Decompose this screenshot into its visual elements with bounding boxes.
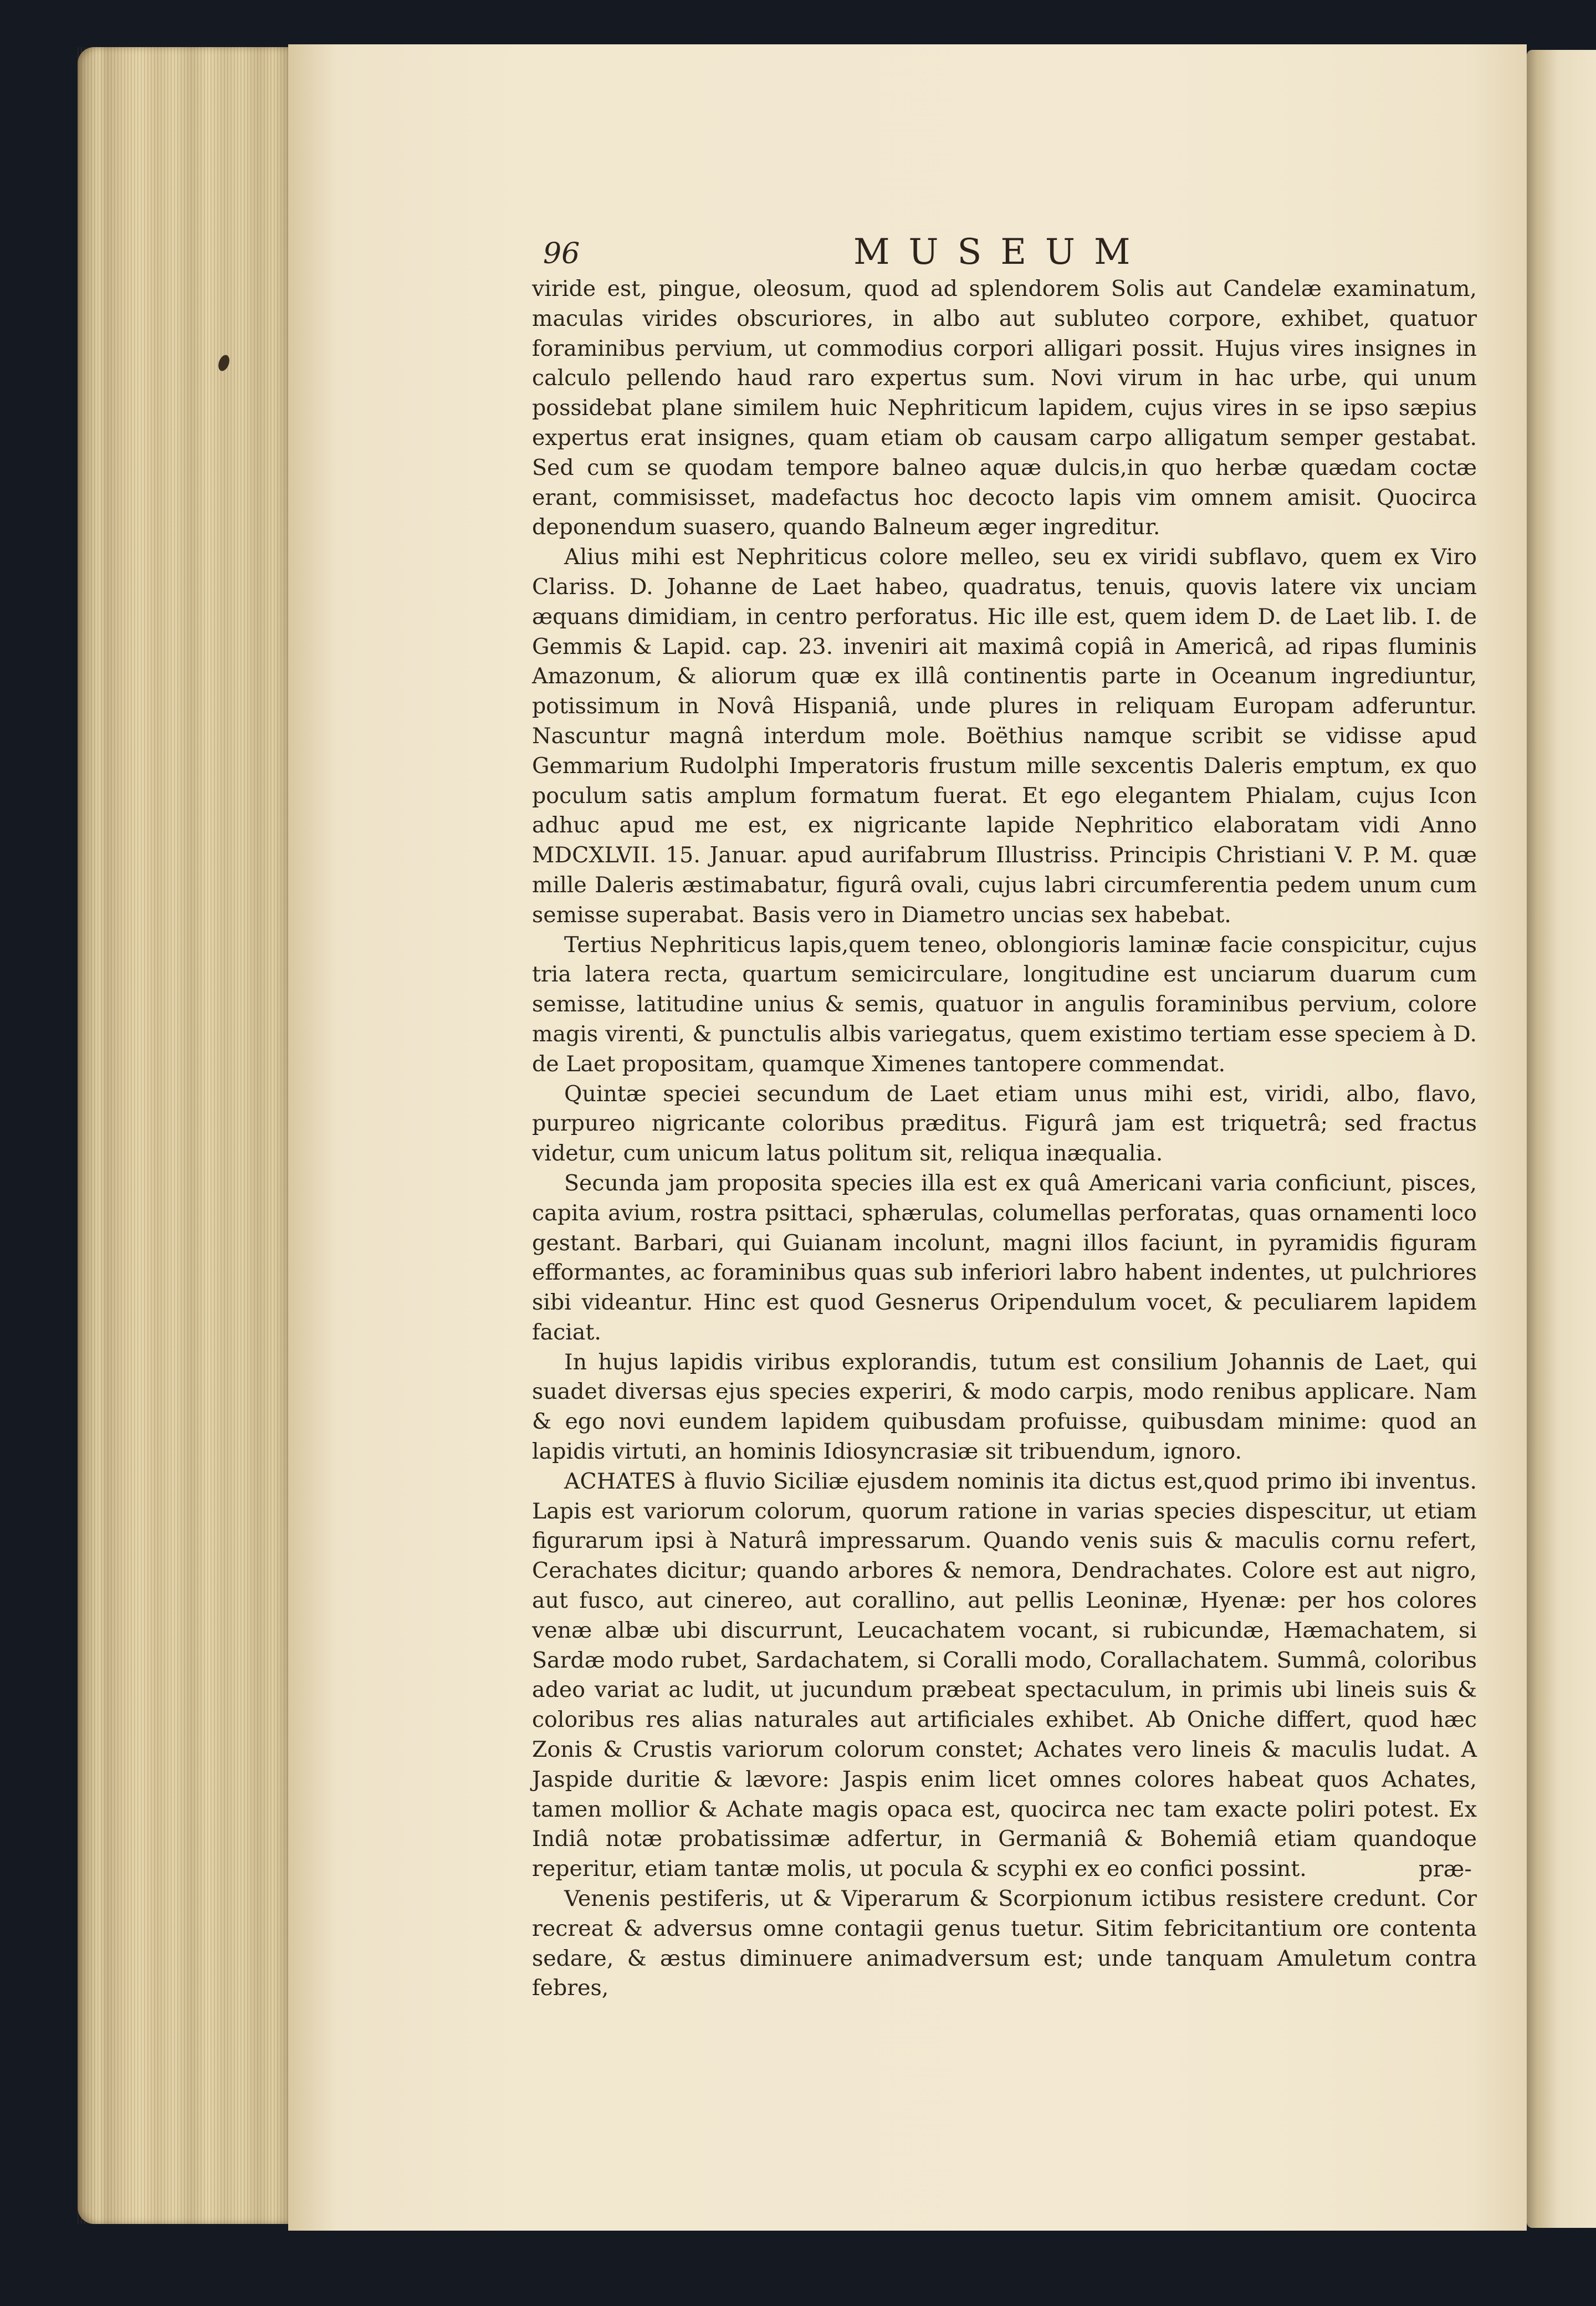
paragraph-7: ACHATES à fluvio Siciliæ ejusdem nominis ita dictus est,quod primo ibi inventus. Lapis est variorum colorum, quorum ratione in varias species dispescitur, ut etiam figurarum ipsi à Naturâ impressarum. Quando venis suis & maculis cornu refert, Cerachates dicitur; quando arbores & nemora, Dendrachates. Colore est aut nigro, aut fusco, aut cinereo, aut corallino, aut pellis Leoninæ, Hyenæ: per hos colores venæ albæ ubi discurrunt, Leucachatem vocant, si rubicundæ, Hæmachatem, si Sardæ modo rubet, Sardachatem, si Coralli modo, Corallachatem. Summâ, coloribus adeo variat ac ludit, ut jucundum præbeat spectaculum, in primis ubi lineis suis & coloribus res alias naturales aut artificiales exhibet. Ab Oniche differt, quod hæc Zonis & Crustis variorum colorum constet; Achates vero lineis & maculis ludat. A Jaspide duritie & lævore: Jaspis enim licet omnes colores habeat quos Achates, tamen mollior & Achate magis opaca est, quocirca nec tam exacte poliri potest. Ex Indiâ notæ probatissimæ adfertur, in Germaniâ & Bohemiâ etiam quandoque reperitur, etiam tantæ molis, ut pocula & scyphi ex eo confici possint. bbox=[532, 1468, 1477, 1882]
paragraph-3: Tertius Nephriticus lapis,quem teneo, oblongioris laminæ facie conspicitur, cujus tria latera recta, quartum semicirculare, longitudine est unciarum duarum cum semisse, latitudine unius & semis, quatuor in angulis foraminibus pervium, colore magis virenti, & punctulis albis variegatus, quem existimo tertiam esse speciem à D. de Laet propositam, quamque Ximenes tantopere commendat. bbox=[532, 932, 1477, 1077]
catchword: præ- bbox=[1419, 1857, 1472, 1882]
paragraph-4: Quintæ speciei secundum de Laet etiam unus mihi est, viridi, albo, flavo, purpureo nigricante coloribus præditus. Figurâ jam est triquetrâ; sed fractus videtur, cum unicum latus politum sit, reliqua inæqualia. bbox=[532, 1081, 1477, 1167]
paragraph-6: In hujus lapidis viribus explorandis, tutum est consilium Johannis de Laet, qui suadet diversas ejus species experiri, & modo carpis, modo renibus applicare. Nam & ego novi eundem lapidem quibusdam profuisse, quibusdam minime: quod an lapidis virtuti, an hominis Idiosyncrasiæ sit tribuendum, ignoro. bbox=[532, 1349, 1477, 1465]
body-text bbox=[532, 274, 1477, 2003]
paragraph-8: Venenis pestiferis, ut & Viperarum & Scorpionum ictibus resistere credunt. Cor recreat & adversus omne contagii genus tuetur. Sitim febricitantium ore contenta sedare, & æstus diminuere animadversum est; unde tanquam Amuletum contra febres, bbox=[532, 1886, 1477, 2001]
facing-page-edge bbox=[1527, 50, 1596, 2228]
running-head bbox=[543, 232, 1485, 273]
running-title: MUSEUM bbox=[853, 232, 1149, 273]
page-number: 96 bbox=[543, 237, 580, 270]
paragraph-5: Secunda jam proposita species illa est ex quâ Americani varia conficiunt, pisces, capita avium, rostra psittaci, sphærulas, columellas perforatas, quas ornamenti loco gestant. Barbari, qui Guianam incolunt, magni illos faciunt, in pyramidis figuram efformantes, ac foraminibus quas sub inferiori labro habent indentes, ut pulchriores sibi videantur. Hinc est quod Gesnerus Oripendulum vocet, & peculiarem lapidem faciat. bbox=[532, 1170, 1477, 1345]
paragraph-2: Alius mihi est Nephriticus colore melleo, seu ex viridi subflavo, quem ex Viro Clariss. D. Johanne de Laet habeo, quadratus, tenuis, quovis latere vix unciam æquans dimidiam, in centro perforatus. Hic ille est, quem idem D. de Laet lib. I. de Gemmis & Lapid. cap. 23. inveniri ait maximâ copiâ in Americâ, ad ripas fluminis Amazonum, & aliorum quæ ex illâ continentis parte in Oceanum ingrediuntur, potissimum in Novâ Hispaniâ, unde plures in reliquam Europam adferuntur. Nascuntur magnâ interdum mole. Boëthius namque scribit se vidisse apud Gemmarium Rudolphi Imperatoris frustum mille sexcentis Daleris emptum, ex quo poculum satis amplum formatum fuerat. Et ego elegantem Phialam, cujus Icon adhuc apud me est, ex nigricante lapide Nephritico elaboratam vidi Anno MDCXLVII. 15. Januar. apud aurifabrum Illustriss. Principis Christiani V. P. M. quæ mille Daleris æstimabatur, figurâ ovali, cujus labri circumferentia pedem unum cum semisse superabat. Basis vero in Diametro uncias sex habebat. bbox=[532, 544, 1477, 928]
page-edge-stack bbox=[78, 47, 288, 2224]
paragraph-1: viride est, pingue, oleosum, quod ad splendorem Solis aut Candelæ examinatum, maculas virides obscuriores, in albo aut subluteo corpore, exhibet, quatuor foraminibus pervium, ut commodius corpori alligari possit. Hujus vires insignes in calculo pellendo haud raro expertus sum. Novi virum in hac urbe, qui unum possidebat plane similem huic Nephriticum lapidem, cujus vires in se ipso sæpius expertus erat insignes, quam etiam ob causam carpo alligatum semper gestabat. Sed cum se quodam tempore balneo aquæ dulcis,in quo herbæ quædam coctæ erant, commisisset, madefactus hoc decocto lapis vim omnem amisit. Quocirca deponendum suasero, quando Balneum æger ingreditur. bbox=[532, 276, 1477, 540]
